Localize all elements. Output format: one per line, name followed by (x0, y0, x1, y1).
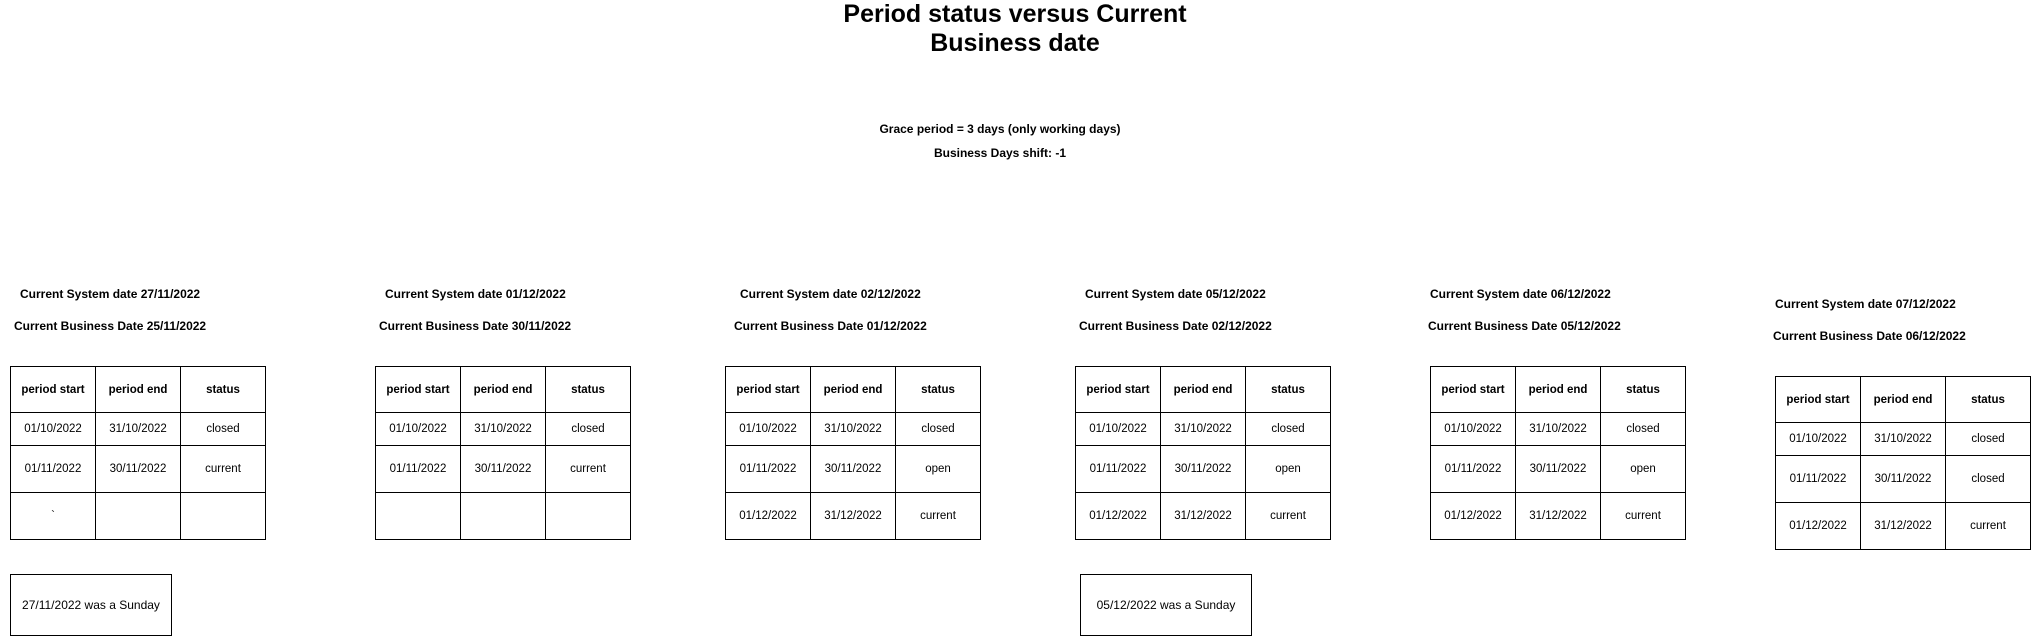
business-date-label: Current Business Date 30/11/2022 (379, 319, 572, 333)
table-cell (96, 493, 181, 540)
header-cell: period start (1076, 367, 1161, 413)
business-date-label: Current Business Date 01/12/2022 (734, 319, 927, 333)
table-cell: 01/11/2022 (1431, 446, 1516, 493)
table-cell (461, 493, 546, 540)
note-sunday-1: 27/11/2022 was a Sunday (10, 574, 172, 636)
table-cell: 31/12/2022 (1861, 503, 1946, 550)
table-cell: closed (896, 413, 981, 446)
table-row (726, 493, 981, 540)
table-cell (376, 493, 461, 540)
table-row (1776, 456, 2031, 503)
table-cell: open (1246, 446, 1331, 493)
header-cell: period start (726, 367, 811, 413)
business-date-label: Current Business Date 06/12/2022 (1773, 329, 1966, 343)
table-cell: 01/10/2022 (11, 413, 96, 446)
table-cell: 01/10/2022 (726, 413, 811, 446)
table-row (11, 446, 266, 493)
table-cell: 30/11/2022 (1861, 456, 1946, 503)
note-sunday-2: 05/12/2022 was a Sunday (1080, 574, 1252, 636)
system-date-label: Current System date 27/11/2022 (20, 287, 201, 301)
system-date-label: Current System date 01/12/2022 (385, 287, 566, 301)
table-cell: 30/11/2022 (811, 446, 896, 493)
table-cell: 01/11/2022 (1776, 456, 1861, 503)
table-cell: 01/11/2022 (11, 446, 96, 493)
table-row (11, 413, 266, 446)
table-row (1076, 446, 1331, 493)
table-cell: 31/10/2022 (1861, 423, 1946, 456)
header-cell: status (896, 367, 981, 413)
table-row (376, 493, 631, 540)
table-cell: 31/10/2022 (461, 413, 546, 446)
table-cell: 30/11/2022 (461, 446, 546, 493)
table-cell (181, 493, 266, 540)
table-cell: closed (1946, 423, 2031, 456)
table-cell: 01/11/2022 (1076, 446, 1161, 493)
table-cell: 01/10/2022 (376, 413, 461, 446)
grace-period-label: Grace period = 3 days (only working days) (879, 122, 1121, 136)
period-table (1430, 366, 1686, 540)
table-cell: current (1601, 493, 1686, 540)
table-cell: 01/12/2022 (1076, 493, 1161, 540)
header-cell: period start (11, 367, 96, 413)
header-cell: period end (461, 367, 546, 413)
system-date-label: Current System date 02/12/2022 (740, 287, 921, 301)
table-row (11, 493, 266, 540)
table-cell: 30/11/2022 (1161, 446, 1246, 493)
table-cell: current (1246, 493, 1331, 540)
table-cell: 31/10/2022 (811, 413, 896, 446)
header-cell: period start (1431, 367, 1516, 413)
table-cell: 31/12/2022 (1516, 493, 1601, 540)
header-cell: period end (96, 367, 181, 413)
table-cell: current (896, 493, 981, 540)
page-title: Period status versus Current Business date (843, 0, 1187, 57)
period-table (375, 366, 631, 540)
table-row (1776, 503, 2031, 550)
table-cell: open (896, 446, 981, 493)
header-cell: period end (811, 367, 896, 413)
system-date-label: Current System date 05/12/2022 (1085, 287, 1266, 301)
business-date-label: Current Business Date 05/12/2022 (1428, 319, 1621, 333)
table-cell: 31/10/2022 (1161, 413, 1246, 446)
table-cell: closed (546, 413, 631, 446)
table-header (376, 367, 631, 413)
table-cell: current (1946, 503, 2031, 550)
table-cell: 01/12/2022 (1431, 493, 1516, 540)
table-cell: 01/10/2022 (1776, 423, 1861, 456)
header-cell: period start (376, 367, 461, 413)
table-row (726, 446, 981, 493)
table-row (1076, 413, 1331, 446)
period-table (10, 366, 266, 540)
system-date-label: Current System date 06/12/2022 (1430, 287, 1611, 301)
table-header (726, 367, 981, 413)
table-cell: 31/10/2022 (96, 413, 181, 446)
table-cell: 01/11/2022 (726, 446, 811, 493)
table-header (1776, 377, 2031, 423)
header-cell: period end (1516, 367, 1601, 413)
table-cell: 31/12/2022 (811, 493, 896, 540)
period-table (725, 366, 981, 540)
header-cell: status (181, 367, 266, 413)
table-cell: 31/10/2022 (1516, 413, 1601, 446)
header-cell: status (1946, 377, 2031, 423)
header-cell: status (546, 367, 631, 413)
table-cell: 01/11/2022 (376, 446, 461, 493)
table-cell: 30/11/2022 (1516, 446, 1601, 493)
period-table (1775, 376, 2031, 550)
table-row (1431, 413, 1686, 446)
business-date-label: Current Business Date 02/12/2022 (1079, 319, 1272, 333)
table-row (1776, 423, 2031, 456)
table-cell: ` (11, 493, 96, 540)
business-days-shift-label: Business Days shift: -1 (933, 146, 1067, 160)
table-cell: 01/10/2022 (1076, 413, 1161, 446)
table-cell: 01/12/2022 (1776, 503, 1861, 550)
table-cell: 30/11/2022 (96, 446, 181, 493)
table-header (1431, 367, 1686, 413)
table-cell: closed (181, 413, 266, 446)
header-cell: period start (1776, 377, 1861, 423)
table-cell: 31/12/2022 (1161, 493, 1246, 540)
table-row (376, 413, 631, 446)
system-date-label: Current System date 07/12/2022 (1775, 297, 1956, 311)
table-row (1431, 446, 1686, 493)
header-cell: period end (1161, 367, 1246, 413)
table-cell (546, 493, 631, 540)
period-table (1075, 366, 1331, 540)
table-cell: current (181, 446, 266, 493)
table-cell: closed (1601, 413, 1686, 446)
table-header (11, 367, 266, 413)
table-header (1076, 367, 1331, 413)
table-row (1076, 493, 1331, 540)
header-cell: status (1246, 367, 1331, 413)
business-date-label: Current Business Date 25/11/2022 (14, 319, 207, 333)
table-row (726, 413, 981, 446)
table-cell: closed (1246, 413, 1331, 446)
header-cell: period end (1861, 377, 1946, 423)
table-row (376, 446, 631, 493)
table-row (1431, 493, 1686, 540)
table-cell: open (1601, 446, 1686, 493)
header-cell: status (1601, 367, 1686, 413)
table-cell: 01/12/2022 (726, 493, 811, 540)
table-cell: closed (1946, 456, 2031, 503)
table-cell: current (546, 446, 631, 493)
table-cell: 01/10/2022 (1431, 413, 1516, 446)
